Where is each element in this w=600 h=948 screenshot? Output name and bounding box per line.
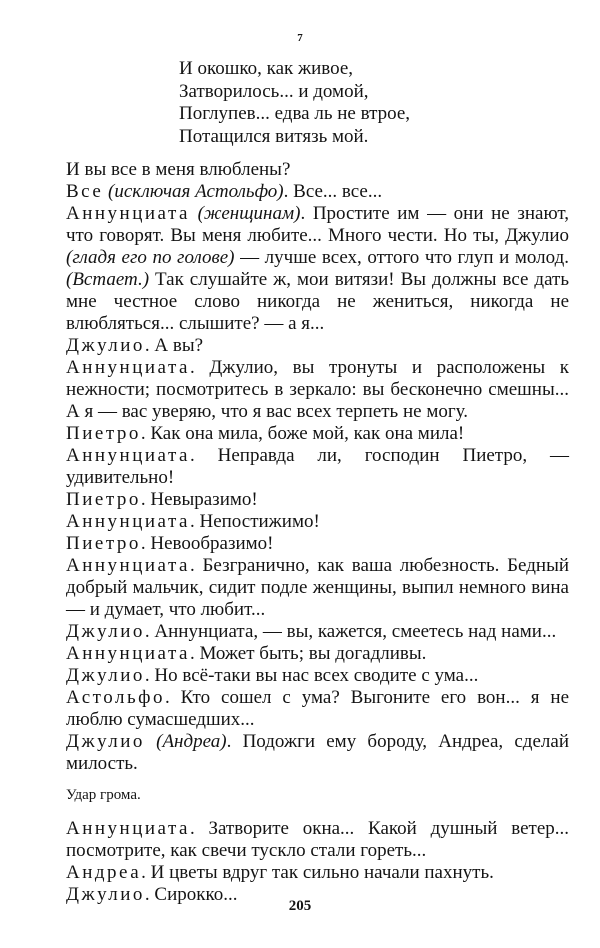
speech-text: — лучше всех, оттого что глуп и молод. (234, 247, 569, 268)
speaker-name: Пиетро (66, 423, 141, 444)
speech-text: . И цветы вдруг так сильно начали пахнуть. (141, 862, 494, 883)
speaker-name: Джулио (66, 665, 145, 686)
dialogue-paragraph (66, 533, 569, 555)
dialogue-paragraph (66, 203, 569, 335)
speaker-name: Аннунциата (66, 203, 190, 224)
dialogue-paragraph (66, 665, 569, 687)
stage-remark: (Встает.) (66, 269, 150, 290)
verse-line: Поглупев... едва ль не втрое, (179, 103, 411, 124)
dialogue-paragraph (66, 357, 569, 423)
verse-stanza (179, 58, 410, 148)
speaker-name: Астольфо (66, 687, 165, 708)
verse-line: Потащился витязь мой. (179, 125, 369, 147)
dialogue-paragraph (66, 643, 569, 665)
stage-direction (66, 784, 569, 806)
verse-line: И окошко, как живое, (179, 58, 354, 79)
speaker-name: Аннунциата (66, 445, 190, 466)
stage-remark: (гладя его по голове) (66, 247, 235, 268)
dialogue-paragraph (66, 159, 569, 181)
speech-text (145, 731, 156, 752)
dialogue-paragraph (66, 687, 569, 731)
speech-text: . Простите им — они не знают, что говорят. Вы меня любите... Много чести. Но ты, Джулио (66, 203, 570, 246)
dialogue-paragraph (66, 511, 569, 533)
stage-remark: (исключая Астольфо) (108, 181, 284, 202)
speech-text: . Джулио, вы тронуты и расположены к нежности; посмотритесь в зеркало: вы бесконечно смешны... А я — вас уверяю, что я вас всех терпеть не могу. (66, 357, 569, 422)
speech-text: . Может быть; вы догадливы. (189, 643, 427, 664)
dialogue-paragraph (66, 731, 569, 775)
dialogue-paragraph (66, 335, 569, 357)
speaker-name: Аннунциата (66, 818, 190, 839)
speech-text: . Невообразимо! (140, 533, 274, 554)
speech-text: Так слушайте ж, мои витязи! Вы должны все дать мне честное слово никогда не жениться, никогда не влюбляться... слышите? — а я... (66, 269, 569, 334)
dialogue-paragraph (66, 621, 569, 643)
speaker-name: Андреа (66, 862, 142, 883)
speaker-name: Аннунциата (66, 643, 190, 664)
speech-text (190, 203, 198, 224)
speech-text: . Но всё-таки вы нас всех сводите с ума... (144, 665, 479, 686)
speech-text: . А вы? (144, 335, 204, 356)
dialogue-paragraph (66, 862, 569, 884)
speech-text: . Сирокко... (144, 884, 238, 905)
speaker-name: Джулио (66, 884, 145, 905)
dialogue-text (66, 159, 569, 906)
speech-text: И вы все в меня влюблены? (66, 159, 291, 180)
dialogue-paragraph (66, 423, 569, 445)
speaker-name: Пиетро (66, 489, 141, 510)
speech-text: . Кто сошел с ума? Выгоните его вон... я не люблю сумасшедших... (66, 687, 569, 730)
speech-text: . Как она мила, боже мой, как она мила! (140, 423, 465, 444)
speech-text: Удар грома. (66, 787, 141, 803)
speaker-name: Аннунциата (66, 511, 190, 532)
stage-remark: (женщинам) (197, 203, 301, 224)
dialogue-paragraph (66, 818, 569, 862)
speaker-name: Аннунциата (66, 357, 190, 378)
speaker-name: Джулио (66, 731, 145, 752)
speaker-name: Джулио (66, 621, 145, 642)
dialogue-paragraph (66, 181, 569, 203)
speech-text: . Аннунциата, — вы, кажется, смеетесь над нами... (144, 621, 557, 642)
speech-text: . Неправда ли, господин Пиетро, — удивительно! (66, 445, 569, 488)
stage-remark: (Андреа) (156, 731, 227, 752)
signature-mark: 7 (297, 32, 303, 44)
speaker-name: Пиетро (66, 533, 141, 554)
speaker-name: Джулио (66, 335, 145, 356)
speech-text: . Невыразимо! (140, 489, 258, 510)
speech-text: . Непостижимо! (189, 511, 320, 532)
verse-line: Затворилось... и домой, (179, 80, 369, 102)
speech-text: . Подожги ему бороду, Андреа, сделай милость. (66, 731, 569, 774)
speech-text: . Затворите окна... Какой душный ветер... посмотрите, как свечи тускло стали гореть... (66, 818, 569, 861)
speaker-name: Все (66, 181, 104, 202)
dialogue-paragraph (66, 489, 569, 511)
speech-text: . Все... все... (283, 181, 383, 202)
speech-text: . Безгранично, как ваша любезность. Бедный добрый мальчик, сидит подле женщины, выпил немного вина — и думает, что любит... (66, 555, 569, 620)
speaker-name: Аннунциата (66, 555, 190, 576)
page-number: 205 (288, 898, 312, 914)
dialogue-paragraph (66, 555, 569, 621)
dialogue-paragraph (66, 445, 569, 489)
